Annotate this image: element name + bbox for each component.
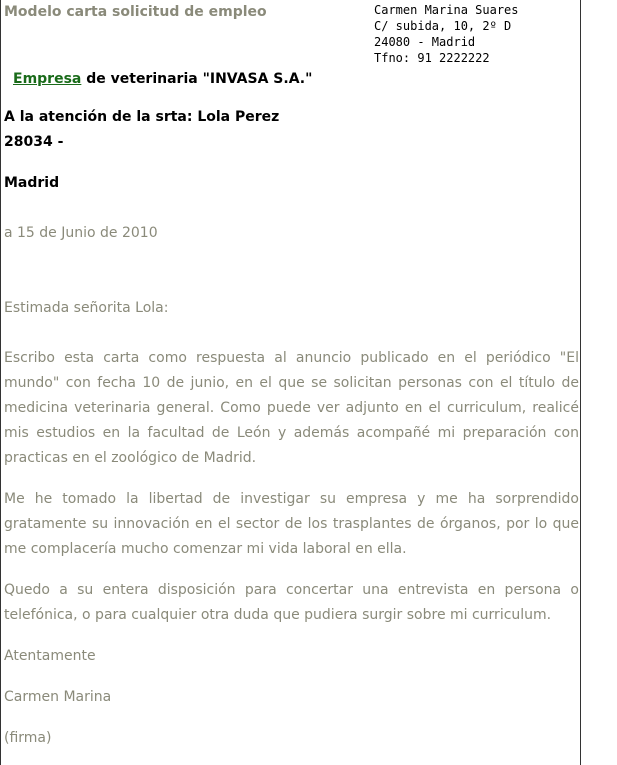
signature-name: Carmen Marina bbox=[4, 689, 112, 705]
signature-note: (firma) bbox=[4, 730, 52, 746]
sender-street: C/ subida, 10, 2º D bbox=[374, 19, 512, 33]
letter-paragraph-2: Me he tomado la libertad de investigar su empresa y me ha sorprendido gratamente su innovación en el sector de los trasplantes de órganos, por lo que me complacería mucho comenzar mi vida laboral en ella. bbox=[4, 491, 579, 557]
company-line bbox=[13, 71, 312, 87]
letter-paragraph-3: Quedo a su entera disposición para concertar una entrevista en persona o telefónica, o para cualquier otra duda que pudiera surgir sobre mi curriculum. bbox=[4, 582, 579, 623]
letter-closing: Atentamente bbox=[4, 648, 96, 664]
document-title: Modelo carta solicitud de empleo bbox=[4, 4, 267, 20]
letter-date: a 15 de Junio de 2010 bbox=[4, 225, 158, 241]
sender-address-block bbox=[374, 2, 519, 66]
sender-name: Carmen Marina Suares bbox=[374, 3, 519, 17]
company-link[interactable]: Empresa bbox=[13, 71, 82, 87]
recipient-postal-code: 28034 - bbox=[4, 134, 64, 150]
letter-greeting: Estimada señorita Lola: bbox=[4, 300, 169, 316]
sender-city: 24080 - Madrid bbox=[374, 35, 476, 49]
recipient-attention: A la atención de la srta: Lola Perez bbox=[4, 109, 280, 125]
letter-paragraph-1: Escribo esta carta como respuesta al anuncio publicado en el periódico "El mundo" con fecha 10 de junio, en el que se solicitan personas con el título de medicina veterinaria general. Como puede ver adjunto en el curriculum, realicé mis estudios en la facultad de León y además acompañé mi preparación con practicas en el zoológico de Madrid. bbox=[4, 350, 579, 466]
recipient-city: Madrid bbox=[4, 175, 60, 191]
sender-phone: Tfno: 91 2222222 bbox=[374, 51, 490, 65]
company-name: de veterinaria "INVASA S.A." bbox=[81, 71, 313, 87]
